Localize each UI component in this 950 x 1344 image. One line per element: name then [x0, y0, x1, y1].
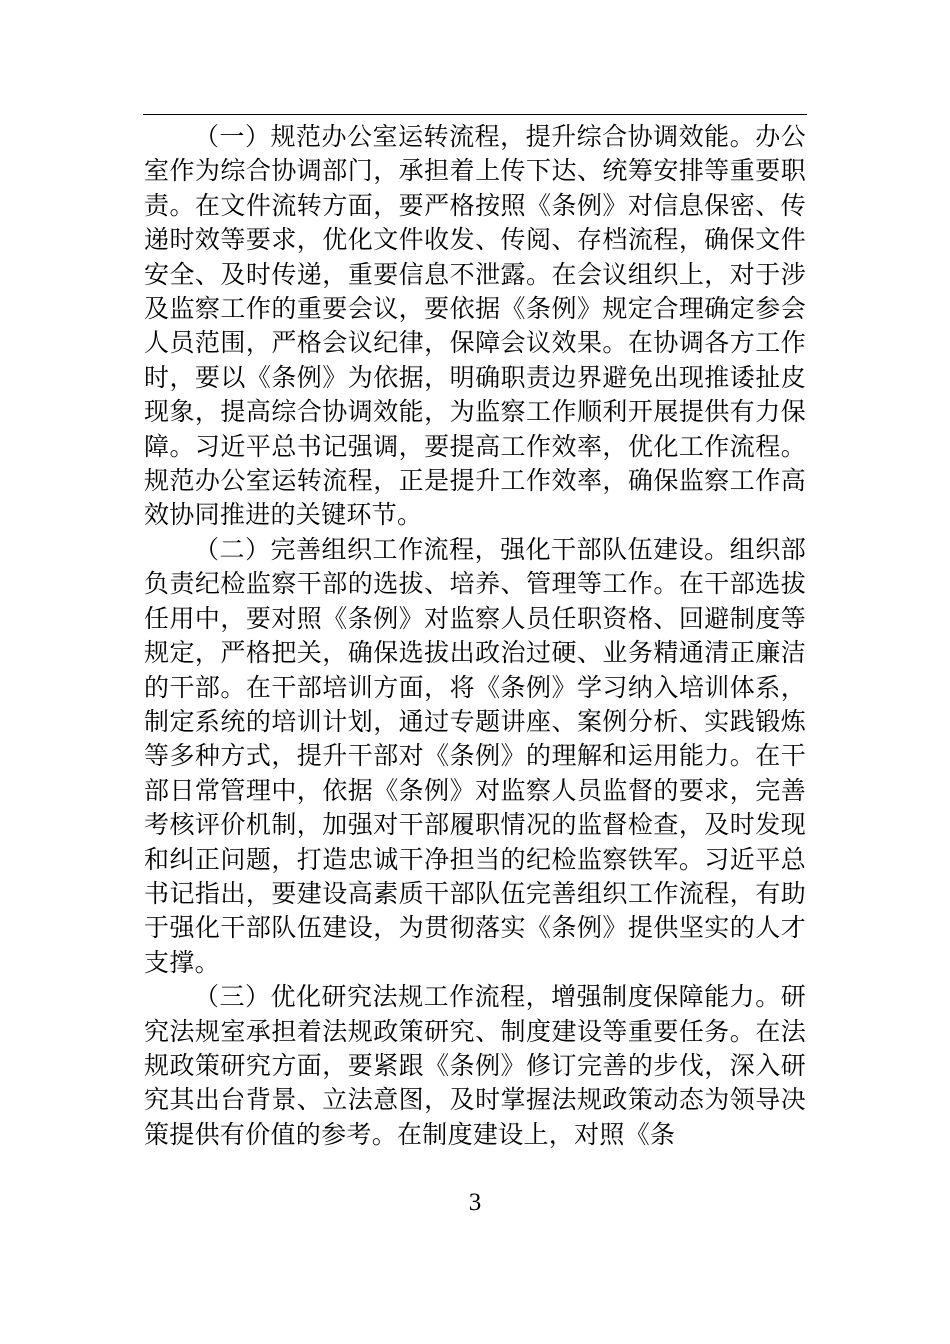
paragraph-3: （三）优化研究法规工作流程，增强制度保障能力。研究法规室承担着法规政策研究、制度建设等重要任务。在法规政策研究方面，要紧跟《条例》修订完善的步伐，深入研究其出台背景、立法意图，及时掌握法规政策动态为领导决策提供有价值的参考。在制度建设上，对照《条 — [144, 982, 806, 1149]
body-text — [144, 120, 806, 1152]
paragraph-2: （二）完善组织工作流程，强化干部队伍建设。组织部负责纪检监察干部的选拔、培养、管理等工作。在干部选拔任用中，要对照《条例》对监察人员任职资格、回避制度等规定，严格把关，确保选拔出政治过硬、业务精通清正廉洁的干部。在干部培训方面，将《条例》学习纳入培训体系，制定系统的培训计划，通过专题讲座、案例分析、实践锻炼等多种方式，提升干部对《条例》的理解和运用能力。在干部日常管理中，依据《条例》对监察人员监督的要求，完善考核评价机制，加强对干部履职情况的监督检查，及时发现和纠正问题，打造忠诚干净担当的纪检监察铁军。习近平总书记指出，要建设高素质干部队伍完善组织工作流程，有助于强化干部队伍建设，为贯彻落实《条例》提供坚实的人才支撑。 — [144, 534, 806, 977]
header-rule — [143, 114, 807, 115]
paragraph-1: （一）规范办公室运转流程，提升综合协调效能。办公室作为综合协调部门，承担着上传下达、统筹安排等重要职责。在文件流转方面，要严格按照《条例》对信息保密、传递时效等要求，优化文件收发、传阅、存档流程，确保文件安全、及时传递，重要信息不泄露。在会议组织上，对于涉及监察工作的重要会议，要依据《条例》规定合理确定参会人员范围，严格会议纪律，保障会议效果。在协调各方工作时，要以《条例》为依据，明确职责边界避免出现推诿扯皮现象，提高综合协调效能，为监察工作顺利开展提供有力保障。习近平总书记强调，要提高工作效率，优化工作流程。规范办公室运转流程，正是提升工作效率，确保监察工作高效协同推进的关键环节。 — [144, 122, 806, 530]
page-number: 3 — [468, 1189, 482, 1216]
